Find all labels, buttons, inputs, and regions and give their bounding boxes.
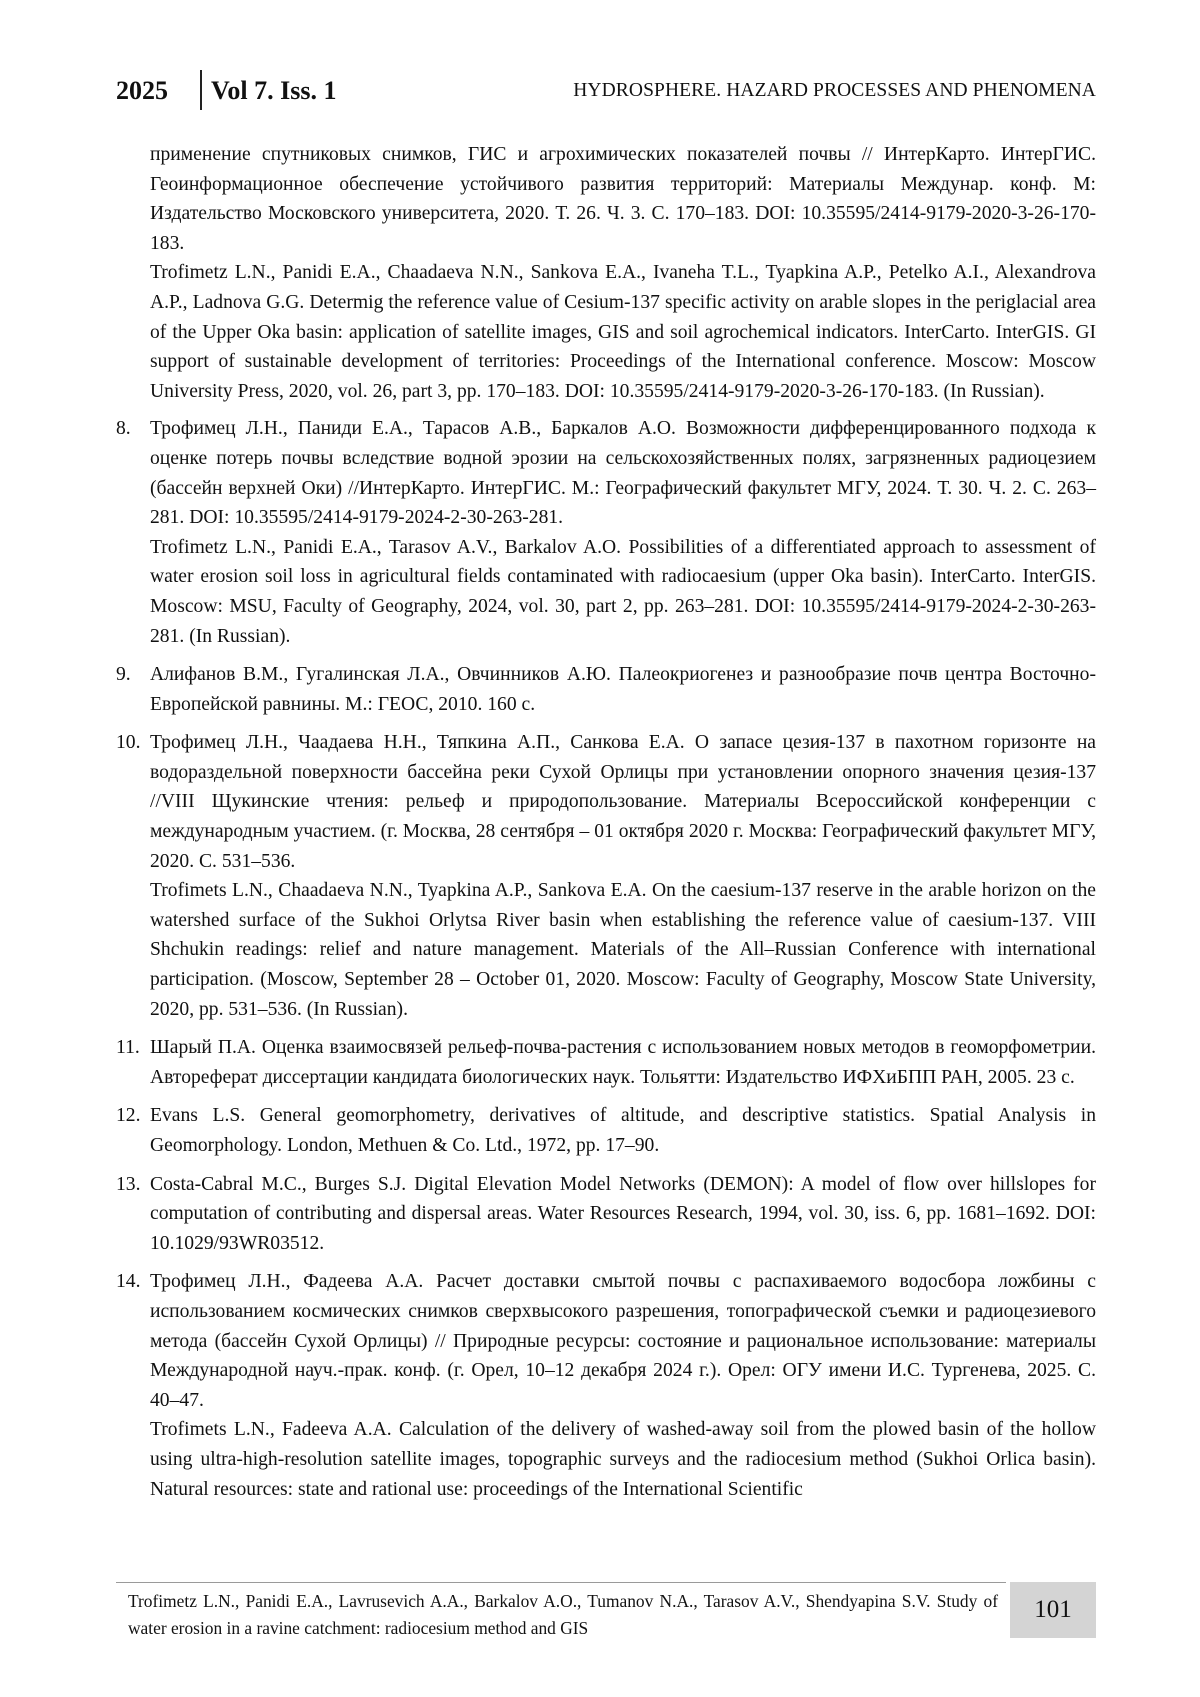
reference-item (116, 660, 1096, 719)
reference-item (116, 1170, 1096, 1259)
header-separator (200, 70, 202, 110)
page-header (116, 70, 1096, 112)
reference-item (116, 1033, 1096, 1092)
reference-list (116, 140, 1096, 1513)
reference-number: 10. (116, 732, 141, 754)
reference-text-english: Trofimets L.N., Chaadaeva N.N., Tyapkina A.P., Sankova E.A. On the caesium-137 reserve in the arable horizon on the watershed surface of the Sukhoi Orlytsa River basin when establishing the reference value of caesium-137. VIII Shchukin readings: relief and nature management. Materials of the All–Russian Conference with international participation. (Moscow, September 28 – October 01, 2020. Moscow: Faculty of Geography, Moscow State University, 2020, pp. 531–536. (In Russian). (150, 880, 1096, 1020)
reference-text-original: Трофимец Л.Н., Паниди Е.А., Тарасов А.В., Баркалов А.О. Возможности дифференцированного подхода к оценке потерь почвы вследствие водной эрозии на сельскохозяйственных полях, загрязненных радиоцезием (бассейн верхней Оки) //ИнтерКарто. ИнтерГИС. М.: Географический факультет МГУ, 2024. Т. 30. Ч. 2. С. 263–281. DOI: 10.35595/2414-9179-2024-2-30-263-281. (150, 418, 1096, 529)
reference-item (116, 1267, 1096, 1504)
header-year: 2025 (116, 76, 168, 105)
reference-number: 13. (116, 1173, 141, 1195)
header-volume: Vol 7. Iss. 1 (211, 76, 337, 105)
header-journal-title: HYDROSPHERE. HAZARD PROCESSES AND PHENOMENA (573, 80, 1096, 101)
reference-text-original: Costa-Cabral M.C., Burges S.J. Digital Elevation Model Networks (DEMON): A model of flow over hillslopes for computation of contributing and dispersal areas. Water Resources Research, 1994, vol. 30, iss. 6, pp. 1681–1692. DOI: 10.1029/93WR03512. (150, 1173, 1096, 1254)
reference-item (116, 414, 1096, 651)
reference-item (116, 728, 1096, 1024)
page-footer (116, 1582, 1096, 1642)
reference-text-english: Trofimetz L.N., Panidi E.A., Chaadaeva N.N., Sankova E.A., Ivaneha T.L., Tyapkina A.P., Petelko A.I., Alexandrova A.P., Ladnova G.G. Determig the reference value of Cesium-137 specific activity on arable slopes in the periglacial area of the Upper Oka basin: application of satellite images, GIS and soil agrochemical indicators. InterCarto. InterGIS. GI support of sustainable development of territories: Proceedings of the International conference. Moscow: Moscow University Press, 2020, vol. 26, part 3, pp. 170–183. DOI: 10.35595/2414-9179-2020-3-26-170-183. (In Russian). (150, 262, 1096, 402)
reference-number: 9. (116, 664, 131, 686)
reference-number: 14. (116, 1271, 141, 1293)
reference-number: 8. (116, 418, 131, 440)
page-number: 101 (1010, 1582, 1096, 1638)
reference-text-english: Trofimets L.N., Fadeeva A.A. Calculation of the delivery of washed-away soil from the plowed basin of the hollow using ultra-high-resolution satellite images, topographic surveys and the radiocesium method (Sukhoi Orlica basin). Natural resources: state and rational use: proceedings of the International Scientific (150, 1419, 1096, 1500)
footer-citation: Trofimetz L.N., Panidi E.A., Lavrusevich A.A., Barkalov A.O., Tumanov N.A., Tarasov A.V., Shendyapina S.V. Study of water erosion in a ravine catchment: radiocesium method and GIS (128, 1591, 998, 1638)
reference-number: 12. (116, 1105, 141, 1127)
reference-text-original: Шарый П.А. Оценка взаимосвязей рельеф-почва-растения с использованием новых методов в геоморфометрии. Автореферат диссертации кандидата биологических наук. Тольятти: Издательство ИФХиБПП РАН, 2005. 23 с. (150, 1037, 1096, 1088)
reference-text-original: Алифанов В.М., Гугалинская Л.А., Овчинников А.Ю. Палеокриогенез и разнообразие почв центра Восточно-Европейской равнины. М.: ГЕОС, 2010. 160 с. (150, 664, 1096, 715)
reference-item (116, 1101, 1096, 1160)
reference-number: 11. (116, 1037, 140, 1059)
reference-text-original: Evans L.S. General geomorphometry, derivatives of altitude, and descriptive statistics. Spatial Analysis in Geomorphology. London, Methuen & Co. Ltd., 1972, pp. 17–90. (150, 1105, 1096, 1156)
reference-text-english: Trofimetz L.N., Panidi E.A., Tarasov A.V., Barkalov A.O. Possibilities of a differentiated approach to assessment of water erosion soil loss in agricultural fields contaminated with radiocaesium (upper Oka basin). InterCarto. InterGIS. Moscow: MSU, Faculty of Geography, 2024, vol. 30, part 2, pp. 263–281. DOI: 10.35595/2414-9179-2024-2-30-263-281. (In Russian). (150, 536, 1096, 647)
reference-text-original: применение спутниковых снимков, ГИС и агрохимических показателей почвы // ИнтерКарто. ИнтерГИС. Геоинформационное обеспечение устойчивого развития территорий: Материалы Междунар. конф. М: Издательство Московского университета, 2020. Т. 26. Ч. 3. С. 170–183. DOI: 10.35595/2414-9179-2020-3-26-170-183. (150, 144, 1096, 254)
reference-text-original: Трофимец Л.Н., Чаадаева Н.Н., Тяпкина А.П., Санкова Е.А. О запасе цезия-137 в пахотном горизонте на водораздельной поверхности бассейна реки Сухой Орлицы при установлении опорного значения цезия-137 //VIII Щукинские чтения: рельеф и природопользование. Материалы Всероссийской конференции с международным участием. (г. Москва, 28 сентября – 01 октября 2020 г. Москва: Географический факультет МГУ, 2020. С. 531–536. (150, 732, 1096, 872)
reference-text-original: Трофимец Л.Н., Фадеева А.А. Расчет доставки смытой почвы с распахиваемого водосбора ложбины с использованием космических снимков сверхвысокого разрешения, топографической съемки и радиоцезиевого метода (бассейн Сухой Орлицы) // Природные ресурсы: состояние и рациональное использование: материалы Международной науч.-прак. конф. (г. Орел, 10–12 декабря 2024 г.). Орел: ОГУ имени И.С. Тургенева, 2025. С. 40–47. (150, 1271, 1096, 1411)
footer-divider (116, 1582, 1006, 1583)
reference-item (116, 140, 1096, 406)
